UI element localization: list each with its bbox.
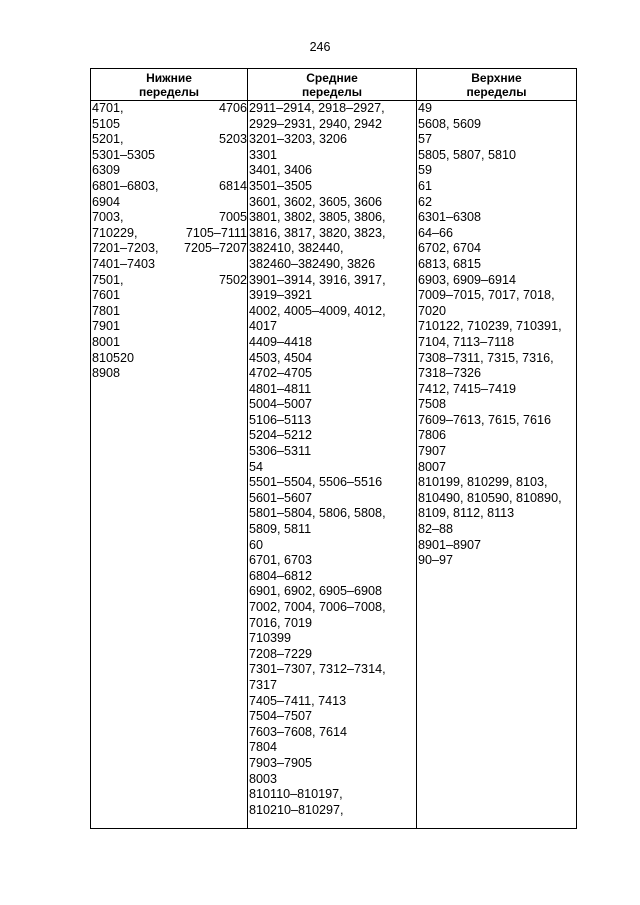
code-left: 4701, [92, 101, 124, 115]
column-low [92, 101, 247, 382]
table-cell-line: 62 [418, 194, 433, 209]
code-left: 6904 [92, 194, 121, 209]
table-cell-line: 6701, 6703 [249, 553, 313, 568]
table-cell-line [92, 163, 247, 179]
classification-table [90, 68, 577, 829]
table-cell-line: 54 [249, 459, 264, 474]
table-cell-line [92, 304, 247, 320]
table-cell-line: 810199, 810299, 8103, [418, 475, 548, 490]
table-cell-line: 5004–5007 [249, 397, 313, 412]
header-high-line2: переделы [466, 84, 527, 99]
table-cell-line: 710122, 710239, 710391, [418, 319, 562, 334]
table-cell-line: 7903–7905 [249, 755, 313, 770]
code-left: 7003, [92, 210, 124, 225]
table-cell-line: 49 [418, 101, 433, 115]
table-cell-line: 5204–5212 [249, 428, 313, 443]
code-left: 7901 [92, 319, 121, 334]
table-cell-line: 5106–5113 [249, 412, 312, 427]
table-cell-line: 7609–7613, 7615, 7616 [418, 412, 552, 427]
table-cell-line: 7603–7608, 7614 [249, 724, 348, 739]
column-divider [416, 69, 417, 828]
table-cell-line: 4801–4811 [249, 381, 312, 396]
table-cell-line: 6903, 6909–6914 [418, 272, 517, 287]
code-left: 5201, [92, 132, 124, 147]
code-left: 5105 [92, 116, 121, 131]
table-cell-line [92, 288, 247, 304]
table-cell-line: 382410, 382440, [249, 241, 344, 256]
table-cell-line: 3919–3921 [249, 288, 313, 303]
code-left: 7601 [92, 288, 121, 303]
table-cell-line: 90–97 [418, 553, 454, 568]
table-cell-line: 7806 [418, 428, 447, 443]
table-cell-line: 4017 [249, 319, 278, 334]
table-cell-line: 810110–810197, [249, 787, 343, 802]
code-left: 7401–7403 [92, 256, 156, 271]
table-cell-line: 7412, 7415–7419 [418, 381, 517, 396]
table-cell-line: 8901–8907 [418, 537, 482, 552]
code-left: 710229, [92, 225, 138, 240]
table-cell-line: 6813, 6815 [418, 256, 482, 271]
header-low-line2: переделы [138, 84, 200, 99]
column-high [418, 101, 575, 569]
table-cell-line: 6301–6308 [418, 210, 482, 225]
table-cell-line: 7208–7229 [249, 646, 313, 661]
table-cell-line [92, 273, 247, 289]
code-left: 8908 [92, 366, 121, 381]
header-mid [248, 69, 416, 100]
table-cell-line: 810210–810297, [249, 802, 344, 817]
code-left: 7801 [92, 303, 121, 318]
table-cell-line [92, 226, 247, 242]
table-cell-line: 4002, 4005–4009, 4012, [249, 303, 386, 318]
code-left: 7501, [92, 272, 124, 287]
table-cell-line [92, 148, 247, 164]
table-cell-line: 7301–7307, 7312–7314, [249, 662, 386, 677]
table-cell-line: 7504–7507 [249, 709, 313, 724]
table-cell-line: 4702–4705 [249, 366, 313, 381]
header-low [91, 69, 247, 100]
table-cell-line: 6804–6812 [249, 568, 313, 583]
table-cell-line: 7104, 7113–7118 [418, 334, 515, 349]
table-cell-line: 59 [418, 163, 433, 178]
table-cell-line: 7308–7311, 7315, 7316, [418, 350, 554, 365]
table-cell-line: 7016, 7019 [249, 615, 313, 630]
code-right: 7502 [218, 272, 247, 287]
table-cell-line: 82–88 [418, 522, 454, 537]
table-cell-line: 60 [249, 537, 264, 552]
table-cell-line: 7002, 7004, 7006–7008, [249, 600, 386, 614]
table-cell-line: 3301 [249, 147, 278, 162]
table-cell-line [92, 241, 247, 257]
table-cell-line: 710399 [249, 631, 292, 646]
table-cell-line [92, 101, 247, 117]
table-cell-line [92, 132, 247, 148]
table-cell-line: 61 [418, 178, 433, 193]
table-cell-line: 5306–5311 [249, 444, 312, 459]
table-cell-line: 3401, 3406 [249, 163, 313, 178]
code-left: 810520 [92, 350, 135, 365]
code-left: 6801–6803, [92, 178, 159, 193]
code-left: 6309 [92, 163, 121, 178]
table-cell-line: 7804 [249, 740, 278, 755]
code-left: 8001 [92, 334, 121, 349]
table-cell-line: 7318–7326 [418, 366, 482, 381]
table-cell-line: 7009–7015, 7017, 7018, [418, 288, 555, 303]
table-cell-line [92, 335, 247, 351]
table-cell-line: 3201–3203, 3206 [249, 132, 348, 147]
table-cell-line: 7508 [418, 397, 447, 412]
table-cell-line: 64–66 [418, 225, 454, 240]
table-cell-line [92, 179, 247, 195]
table-cell-line [92, 351, 247, 367]
code-right: 6814 [218, 178, 247, 193]
table-cell-line: 382460–382490, 3826 [249, 256, 376, 271]
header-high-line1: Верхние [471, 70, 522, 85]
code-right: 5203 [218, 132, 247, 147]
column-mid [249, 101, 415, 818]
table-cell-line: 8109, 8112, 8113 [418, 506, 515, 521]
table-cell-line: 4409–4418 [249, 334, 313, 349]
header-mid-line1: Средние [306, 70, 358, 85]
table-cell-line: 5801–5804, 5806, 5808, [249, 506, 386, 521]
table-cell-line: 8003 [249, 771, 278, 786]
code-right: 7005 [218, 210, 247, 225]
table-cell-line [92, 257, 247, 273]
table-cell-line: 2929–2931, 2940, 2942 [249, 116, 383, 131]
table-cell-line: 7907 [418, 444, 447, 459]
table-cell-line: 6901, 6902, 6905–6908 [249, 584, 383, 599]
page-number: 246 [309, 40, 331, 54]
table-cell-line: 3816, 3817, 3820, 3823, [249, 225, 386, 240]
code-left: 7201–7203, [92, 241, 159, 256]
table-cell-line: 57 [418, 132, 433, 147]
table-cell-line [92, 366, 247, 382]
table-cell-line: 5608, 5609 [418, 116, 482, 131]
code-left: 5301–5305 [92, 147, 156, 162]
table-cell-line: 5601–5607 [249, 490, 313, 505]
table-cell-line: 3501–3505 [249, 178, 313, 193]
table-cell-line: 6702, 6704 [418, 241, 482, 256]
table-cell-line [92, 117, 247, 133]
table-cell-line: 7020 [418, 303, 447, 318]
table-cell-line [92, 210, 247, 226]
table-cell-line: 3901–3914, 3916, 3917, [249, 272, 386, 287]
table-cell-line [92, 195, 247, 211]
table-cell-line: 8007 [418, 459, 447, 474]
header-low-line1: Нижние [146, 70, 192, 85]
header-high [417, 69, 576, 100]
table-cell-line: 5805, 5807, 5810 [418, 147, 517, 162]
table-cell-line: 3601, 3602, 3605, 3606 [249, 194, 383, 209]
table-cell-line: 2911–2914, 2918–2927, [249, 101, 385, 115]
table-cell-line: 5501–5504, 5506–5516 [249, 475, 383, 490]
table-cell-line: 7317 [249, 677, 278, 692]
table-cell-line: 810490, 810590, 810890, [418, 490, 562, 505]
code-right: 4706 [218, 101, 247, 115]
code-right: 7105–7111 [185, 225, 247, 240]
code-right: 7205–7207 [183, 241, 247, 256]
table-cell-line: 3801, 3802, 3805, 3806, [249, 210, 386, 225]
column-divider [247, 69, 248, 828]
table-cell-line: 5809, 5811 [249, 522, 312, 537]
table-cell-line [92, 319, 247, 335]
table-cell-line: 7405–7411, 7413 [249, 693, 347, 708]
table-cell-line: 4503, 4504 [249, 350, 313, 365]
header-mid-line2: переделы [301, 84, 363, 99]
